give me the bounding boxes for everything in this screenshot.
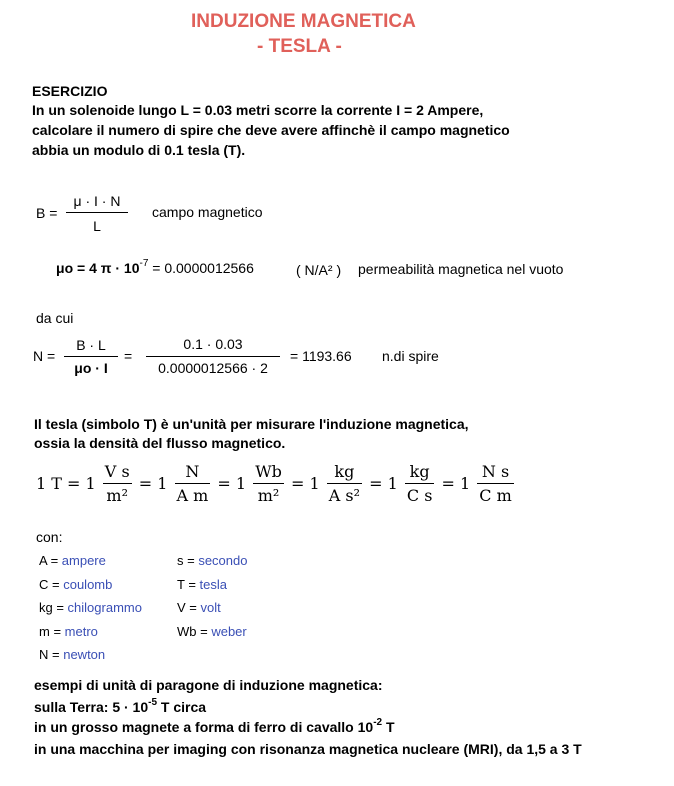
mu0-label: permeabilità magnetica nel vuoto <box>358 261 564 277</box>
fraction-denominator: C s <box>405 483 435 505</box>
derivation-result: = 1193.66 <box>290 348 352 364</box>
example-earth-exponent: -5 <box>148 697 158 708</box>
fraction-numerator: Wb <box>255 462 282 481</box>
derivation-fraction-2 <box>146 336 280 376</box>
fraction-denominator: m² <box>103 483 132 505</box>
equivalence-joiner: = 1 <box>369 474 398 493</box>
example-magnet-exponent: -2 <box>373 717 383 728</box>
fraction-numerator: V s <box>104 462 130 481</box>
derivation-intro: da cui <box>36 310 74 326</box>
unit-item <box>177 620 247 644</box>
unit-item <box>177 573 247 597</box>
mu0-value: = 0.0000012566 <box>148 260 254 276</box>
mu0-exponent: -7 <box>139 258 149 269</box>
example-earth-text: sulla Terra: 5 · 10 <box>34 699 149 715</box>
unit-symbol: A = <box>39 553 62 568</box>
example-magnet <box>34 719 395 735</box>
equivalence-joiner: = 1 <box>290 474 320 493</box>
exercise-line-1: In un solenoide lungo L = 0.03 metri scorre la corrente I = 2 Ampere, <box>32 102 484 118</box>
fraction-denominator: C m <box>477 483 514 505</box>
derivation-lhs: N = <box>33 348 56 364</box>
unit-name: metro <box>64 623 98 639</box>
unit-name: chilogrammo <box>67 600 142 615</box>
unit-item <box>177 549 247 573</box>
derivation-den-2: 0.0000012566 · 2 <box>146 356 280 376</box>
definition-line-2: ossia la densità del flusso magnetico. <box>34 435 286 451</box>
fraction-denominator: m² <box>253 483 284 505</box>
unit-name: weber <box>211 623 247 639</box>
unit-symbol: m = <box>39 623 65 639</box>
examples-heading: esempi di unità di paragone di induzione magnetica: <box>34 677 383 693</box>
derivation-label: n.di spire <box>382 348 439 364</box>
units-left-column <box>39 549 142 667</box>
fraction-denominator: A s² <box>327 483 362 505</box>
unit-name: tesla <box>199 576 227 592</box>
definition-line-1: Il tesla (simbolo T) è un'unità per misurare l'induzione magnetica, <box>34 416 469 432</box>
fraction-numerator: kg <box>334 462 355 481</box>
unit-symbol: Wb = <box>177 623 212 639</box>
unit-symbol: s = <box>177 553 199 568</box>
units-right-column <box>177 549 247 643</box>
fraction-numerator: kg <box>409 462 430 481</box>
example-magnet-text: in un grosso magnete a forma di ferro di cavallo 10 <box>34 719 374 735</box>
formula-b-lhs: B = <box>36 205 58 221</box>
fraction-numerator: N s <box>481 462 510 481</box>
exercise-heading: ESERCIZIO <box>32 83 108 99</box>
unit-item <box>39 620 142 644</box>
formula-b-denominator: L <box>66 212 128 234</box>
equivalence-joiner: = 1 <box>217 474 247 493</box>
equivalence-fraction <box>405 462 435 505</box>
unit-item <box>39 549 142 573</box>
unit-symbol: T = <box>177 576 200 592</box>
equivalence-fraction <box>103 462 132 505</box>
unit-name: ampere <box>61 553 106 568</box>
exercise-line-3: abbia un modulo di 0.1 tesla (T). <box>32 142 246 158</box>
equivalence-fraction <box>175 462 211 505</box>
unit-symbol: N = <box>39 647 64 662</box>
fraction-denominator: A m <box>175 483 211 505</box>
example-earth <box>34 699 206 715</box>
equivalence-joiner: = 1 <box>138 474 168 493</box>
equivalence-joiner: = 1 <box>441 474 471 493</box>
units-heading: con: <box>36 529 63 545</box>
derivation-eq: = <box>124 348 133 364</box>
mu0-lhs: μo = 4 π · 10 <box>56 260 140 276</box>
fraction-numerator: N <box>185 462 200 481</box>
page-title: INDUZIONE MAGNETICA <box>191 11 416 32</box>
formula-b-numerator: μ · I · N <box>73 193 121 209</box>
example-magnet-unit: T <box>382 719 395 735</box>
page-subtitle: - TESLA - <box>257 36 342 57</box>
equivalence-start: 1 T = 1 <box>36 474 96 493</box>
unit-item <box>39 573 142 597</box>
tesla-equivalence <box>36 462 516 505</box>
unit-symbol: V = <box>177 600 201 615</box>
unit-symbol: C = <box>39 576 64 592</box>
example-earth-unit: T circa <box>157 699 207 715</box>
mu0-formula <box>56 260 254 276</box>
unit-symbol: kg = <box>39 600 68 615</box>
unit-name: volt <box>200 600 221 615</box>
unit-name: secondo <box>198 553 248 568</box>
equivalence-fraction <box>327 462 362 505</box>
unit-name: coulomb <box>63 576 113 592</box>
mu0-unit: ( N/A² ) <box>296 262 342 278</box>
derivation-fraction-1 <box>64 337 118 376</box>
derivation-num-2: 0.1 · 0.03 <box>183 336 243 352</box>
derivation-den-1: μo · I <box>64 356 118 376</box>
unit-name: newton <box>63 647 106 662</box>
equivalence-fraction <box>477 462 514 505</box>
formula-b-label: campo magnetico <box>152 204 263 220</box>
unit-item <box>177 596 247 620</box>
derivation-num-1: B · L <box>76 337 106 353</box>
exercise-line-2: calcolare il numero di spire che deve avere affinchè il campo magnetico <box>32 122 510 138</box>
formula-b-fraction <box>66 193 128 234</box>
unit-item <box>39 643 142 667</box>
example-mri: in una macchina per imaging con risonanza magnetica nucleare (MRI), da 1,5 a 3 T <box>34 741 582 757</box>
unit-item <box>39 596 142 620</box>
equivalence-fraction <box>253 462 284 505</box>
